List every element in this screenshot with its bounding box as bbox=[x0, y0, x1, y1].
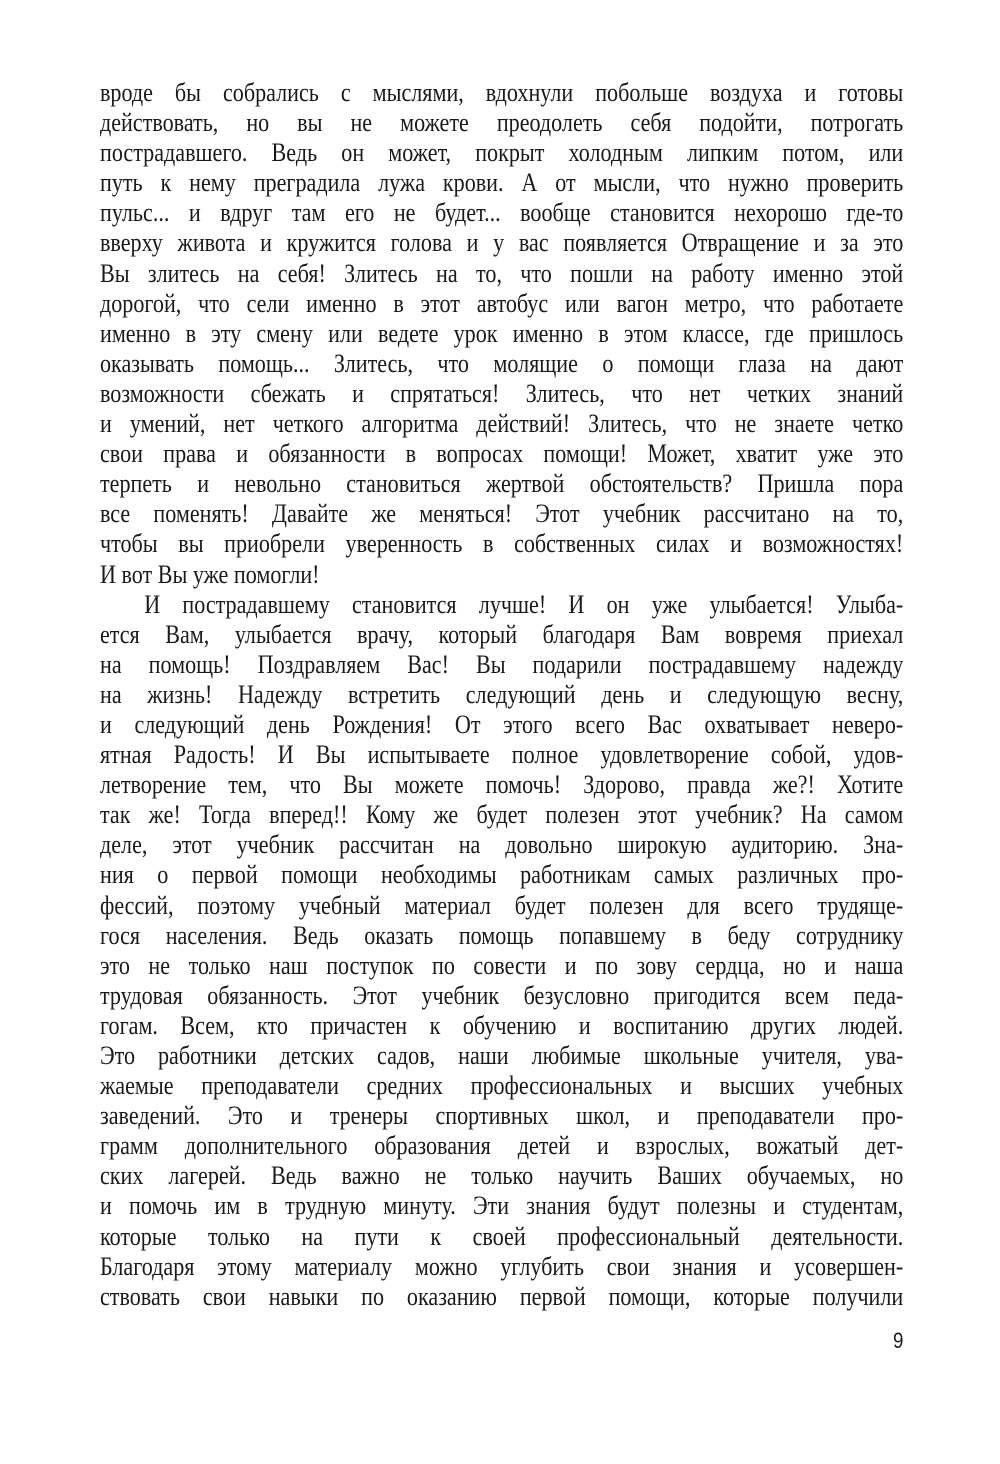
text-line: ния о первой помощи необходимы работникам самых различных про- bbox=[100, 860, 904, 890]
text-line: и помочь им в трудную минуту. Эти знания будут полезны и студентам, bbox=[100, 1191, 904, 1221]
text-line: все поменять! Давайте же меняться! Этот учебник рассчитано на то, bbox=[100, 499, 904, 529]
text-line: гося населения. Ведь оказать помощь попавшему в беду сотруднику bbox=[100, 920, 904, 950]
text-line: пульс... и вдруг там его не будет... вообще становится нехорошо где-то bbox=[100, 198, 904, 228]
text-line: ется Вам, улыбается врачу, который благодаря Вам вовремя приехал bbox=[100, 619, 904, 649]
text-line: И вот Вы уже помогли! bbox=[100, 559, 320, 589]
text-line: И пострадавшему становится лучше! И он уже улыбается! Улыба- bbox=[144, 589, 904, 619]
text-line: заведений. Это и тренеры спортивных школ, и преподаватели про- bbox=[100, 1101, 904, 1131]
text-line: Вы злитесь на себя! Злитесь на то, что пошли на работу именно этой bbox=[100, 258, 904, 288]
paragraph bbox=[100, 78, 903, 590]
text-line: это не только наш поступок по совести и по зову сердца, но и наша bbox=[100, 950, 904, 980]
body-text bbox=[100, 78, 903, 1312]
text-line: которые только на пути к своей профессиональный деятельности. bbox=[100, 1221, 904, 1251]
text-line: и следующий день Рождения! От этого всего Вас охватывает невеpo- bbox=[100, 709, 904, 739]
page-number: 9 bbox=[893, 1328, 904, 1353]
text-line: гогам. Всем, кто причастен к обучению и воспитанию других людей. bbox=[100, 1010, 904, 1040]
text-line: летворение тем, что Вы можете помочь! Здорово, правда же?! Хотите bbox=[100, 770, 904, 800]
text-line: трудовая обязанность. Этот учебник безусловно пригодится всем педа- bbox=[100, 980, 904, 1010]
text-line: действовать, но вы не можете преодолеть себя подойти, потрогать bbox=[100, 108, 904, 138]
text-line: дорогой, что сели именно в этот автобус или вагон метро, что работаете bbox=[100, 288, 904, 318]
text-line: пострадавшего. Ведь он может, покрыт холодным липким потом, или bbox=[100, 138, 904, 168]
text-line: ствовать свои навыки по оказанию первой помощи, которые получили bbox=[100, 1281, 904, 1311]
text-line: деле, этот учебник рассчитан на довольно широкую аудиторию. Зна- bbox=[100, 830, 904, 860]
text-line: жаемые преподаватели средних профессиональных и высших учебных bbox=[100, 1071, 904, 1101]
text-line: именно в эту смену или ведете урок именно в этом классе, где пришлось bbox=[100, 318, 904, 348]
text-line: на помощь! Поздравляем Вас! Вы подарили пострадавшему надежду bbox=[100, 649, 904, 679]
paragraph bbox=[100, 590, 903, 1312]
text-line: и умений, нет четкого алгоритма действий! Злитесь, что не знаете четко bbox=[100, 409, 904, 439]
text-line: фессий, поэтому учебный материал будет полезен для всего трудяще- bbox=[100, 890, 904, 920]
text-line: вроде бы собрались с мыслями, вдохнули побольше воздуха и готовы bbox=[100, 78, 904, 107]
text-line: терпеть и невольно становиться жертвой обстоятельств? Пришла пора bbox=[100, 469, 904, 499]
text-line: так же! Тогда вперед!! Кому же будет полезен этот учебник? На самом bbox=[100, 800, 904, 830]
text-line: ятная Радость! И Вы испытываете полное удовлетворение собой, удов- bbox=[100, 740, 904, 770]
text-line: грамм дополнительного образования детей и взрослых, вожатый дет- bbox=[100, 1131, 904, 1161]
text-line: Это работники детских садов, наши любимые школьные учителя, ува- bbox=[100, 1041, 904, 1070]
text-line: путь к нему преградила лужа крови. А от мысли, что нужно проверить bbox=[100, 168, 904, 198]
text-line: возможности сбежать и спрятаться! Злитесь, что нет четких знаний bbox=[100, 378, 904, 408]
text-line: чтобы вы приобрели уверенность в собственных силах и возможностях! bbox=[100, 529, 904, 559]
text-line: ских лагерей. Ведь важно не только научить Ваших обучаемых, но bbox=[100, 1161, 904, 1191]
text-line: Благодаря этому материалу можно углубить свои знания и усовершен- bbox=[100, 1251, 904, 1281]
text-line: вверху живота и кружится голова и у вас появляется Отвращение и за это bbox=[100, 228, 904, 258]
text-line: свои права и обязанности в вопросах помощи! Может, хватит уже это bbox=[100, 439, 904, 469]
text-line: на жизнь! Надежду встретить следующий день и следующую весну, bbox=[100, 679, 904, 709]
text-line: оказывать помощь... Злитесь, что молящие о помощи глаза на дают bbox=[100, 348, 904, 378]
